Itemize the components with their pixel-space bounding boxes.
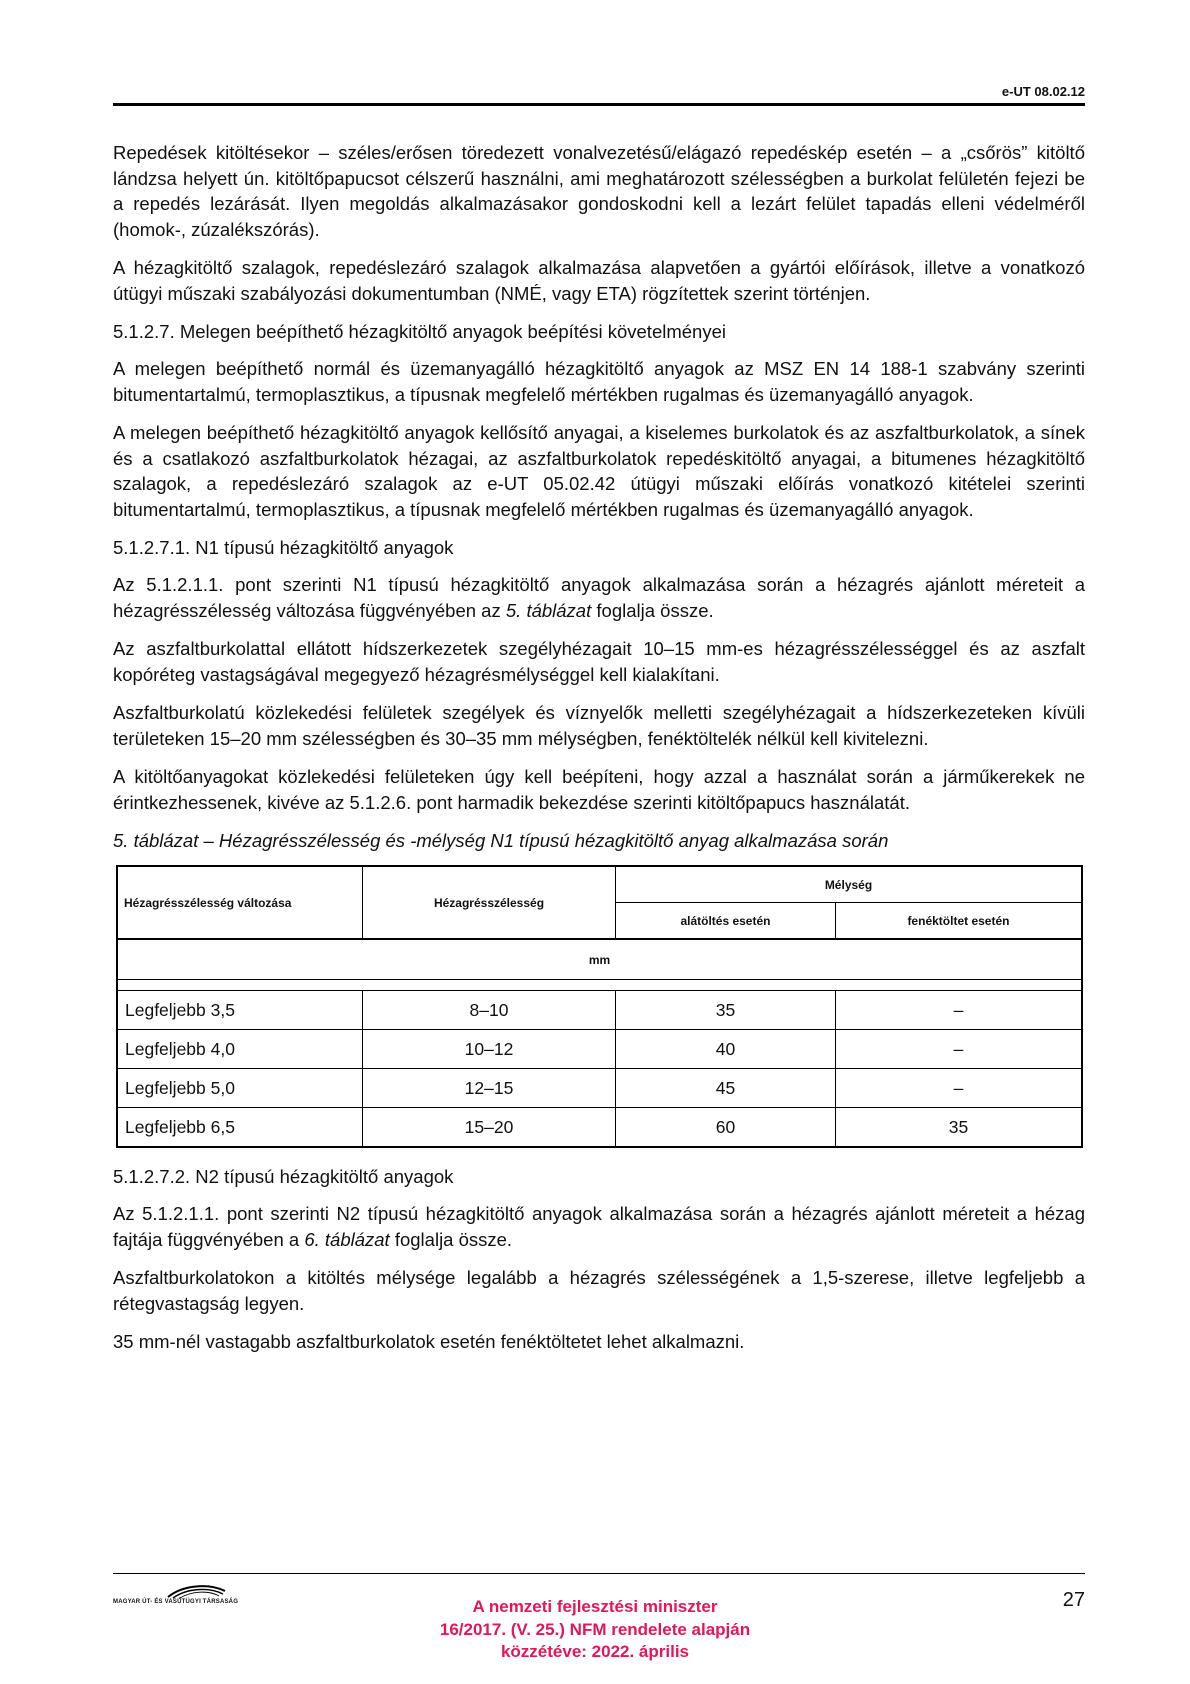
paragraph-text: foglalja össze. bbox=[591, 599, 714, 621]
table-cell: 8–10 bbox=[363, 991, 616, 1030]
document-code: e-UT 08.02.12 bbox=[1001, 84, 1085, 99]
section-heading: 5.1.2.7.1. N1 típusú hézagkitöltő anyagok bbox=[113, 537, 454, 558]
paragraph: Az aszfaltburkolattal ellátott hídszerkezetek szegélyhézagait 10–15 mm-es hézagrésszélességgel és az aszfalt kopóréteg vastagságával megegyező hézagrésmélységgel kell kialakítani. bbox=[113, 638, 1085, 685]
table-row bbox=[117, 1030, 1082, 1069]
table-cell: Legfeljebb 6,5 bbox=[117, 1108, 363, 1148]
stamp-line: közzétéve: 2022. április bbox=[500, 1642, 690, 1661]
paragraph: 35 mm-nél vastagabb aszfaltburkolatok esetén fenéktöltetet lehet alkalmazni. bbox=[113, 1331, 745, 1352]
header-width-change: Hézagrésszélesség változása bbox=[117, 866, 363, 939]
paragraph: Aszfaltburkolatú közlekedési felületek szegélyek és víznyelők melletti szegélyhézagait a hídszerkezeteken kívüli területeken 15–20 mm szélességben és 30–35 mm mélységben, fenéktöltelék nélkül kell kivitelezni. bbox=[113, 702, 1085, 749]
unit-cell: mm bbox=[117, 939, 1082, 980]
table-cell: – bbox=[835, 991, 1082, 1030]
header-depth: Mélység bbox=[616, 866, 1083, 903]
table-cell: – bbox=[835, 1030, 1082, 1069]
stamp-line: 16/2017. (V. 25.) NFM rendelete alapján bbox=[439, 1619, 751, 1639]
section-heading: 5.1.2.7.2. N2 típusú hézagkitöltő anyagok bbox=[113, 1166, 454, 1187]
paragraph-text: Az 5.1.2.1.1. pont szerinti N1 típusú hézagkitöltő anyagok alkalmazása során a hézagrés ajánlott méreteit a hézagrésszélesség változása függvényében az bbox=[113, 574, 1085, 621]
table-cell: 40 bbox=[616, 1030, 836, 1069]
header-underfill: alátöltés esetén bbox=[616, 903, 836, 940]
table-header bbox=[117, 866, 1082, 939]
table-cell: 12–15 bbox=[363, 1069, 616, 1108]
paragraph bbox=[113, 572, 1085, 623]
table-reference: 6. táblázat bbox=[304, 1228, 390, 1250]
table-caption: 5. táblázat – Hézagrésszélesség és -mélység N1 típusú hézagkitöltő anyag alkalmazása során bbox=[113, 830, 889, 851]
stamp-line: A nemzeti fejlesztési miniszter bbox=[472, 1597, 718, 1616]
paragraph: A melegen beépíthető normál és üzemanyagálló hézagkitöltő anyagok az MSZ EN 14 188-1 szabvány szerinti bitumentartalmú, termoplasztikus, a típusnak megfelelő mértékben rugalmas és üzemanyagálló anyagok. bbox=[113, 358, 1085, 405]
table-cell: 60 bbox=[616, 1108, 836, 1148]
paragraph: A melegen beépíthető hézagkitöltő anyagok kellősítő anyagai, a kiselemes burkolatok és az aszfaltburkolatok, a sínek és a csatlakozó aszfaltburkolatok hézagai, az aszfaltburkolatok repedéskitöltő anyagai, a bitumenes hézagkitöltő szalagok, a repedéslezáró szalagok az e-UT 05.02.42 útügyi műszaki előírás vonatkozó kitételei szerinti bitumentartalmú, termoplasztikus, a típusnak megfelelő mértékben rugalmas és üzemanyagálló anyagok. bbox=[113, 422, 1085, 520]
paragraph bbox=[113, 1201, 1085, 1252]
table-cell: 35 bbox=[616, 991, 836, 1030]
page-number: 27 bbox=[1062, 1589, 1085, 1611]
table-cell: 10–12 bbox=[363, 1030, 616, 1069]
paragraph: Aszfaltburkolatokon a kitöltés mélysége legalább a hézagrés szélességének a 1,5-szerese, illetve legfeljebb a rétegvastagság legyen. bbox=[113, 1267, 1085, 1314]
table-cell: Legfeljebb 4,0 bbox=[117, 1030, 363, 1069]
section-heading: 5.1.2.7. Melegen beépíthető hézagkitöltő anyagok beépítési követelményei bbox=[113, 321, 726, 342]
table-cell: 15–20 bbox=[363, 1108, 616, 1148]
table-cell: 35 bbox=[835, 1108, 1082, 1148]
table-row bbox=[117, 991, 1082, 1030]
logo-text: MAGYAR ÚT- ÉS VASÚTÜGYI TÁRSASÁG bbox=[113, 1599, 239, 1605]
table-cell: 45 bbox=[616, 1069, 836, 1108]
table-row bbox=[117, 1108, 1082, 1148]
unit-row bbox=[117, 939, 1082, 980]
spacer-row bbox=[117, 980, 1082, 991]
table-reference: 5. táblázat bbox=[505, 599, 592, 621]
paragraph-text: Az 5.1.2.1.1. pont szerinti N2 típusú hézagkitöltő anyagok alkalmazása során a hézagrés ajánlott méreteit a hézag fajtája függvényében a bbox=[113, 1203, 1085, 1250]
header-width: Hézagrésszélesség bbox=[363, 866, 616, 939]
publication-stamp bbox=[0, 1596, 1190, 1664]
table-cell: Legfeljebb 5,0 bbox=[117, 1069, 363, 1108]
table-body bbox=[117, 939, 1082, 1147]
table-cell: – bbox=[835, 1069, 1082, 1108]
header-rule bbox=[113, 103, 1085, 106]
footer-rule bbox=[113, 1573, 1085, 1574]
paragraph: A hézagkitöltő szalagok, repedéslezáró szalagok alkalmazása alapvetően a gyártói előírások, illetve a vonatkozó útügyi műszaki szabályozási dokumentumban (NMÉ, vagy ETA) rögzítettek szerint történjen. bbox=[113, 257, 1085, 304]
header-bottom-fill: fenéktöltet esetén bbox=[835, 903, 1082, 940]
paragraph-text: foglalja össze. bbox=[389, 1228, 513, 1250]
paragraph: A kitöltőanyagokat közlekedési felületeken úgy kell beépíteni, hogy azzal a használat során a járműkerekek ne érintkezhessenek, kivéve az 5.1.2.6. pont harmadik bekezdése szerinti kitöltőpapucs használatát. bbox=[113, 766, 1085, 813]
table-cell: Legfeljebb 3,5 bbox=[117, 991, 363, 1030]
joint-dimensions-table bbox=[116, 865, 1083, 1148]
page-content bbox=[113, 140, 1085, 1368]
paragraph: Repedések kitöltésekor – széles/erősen töredezett vonalvezetésű/elágazó repedéskép esetén – a „csőrös” kitöltő lándzsa helyett ún. kitöltőpapucsot célszerű használni, ami meghatározott szélességben a burkolat felületén fejezi be a repedés lezárását. Ilyen megoldás alkalmazásakor gondoskodni kell a lezárt felület tapadás elleni védelméről (homok-, zúzalékszórás). bbox=[113, 142, 1085, 240]
table-row bbox=[117, 1069, 1082, 1108]
